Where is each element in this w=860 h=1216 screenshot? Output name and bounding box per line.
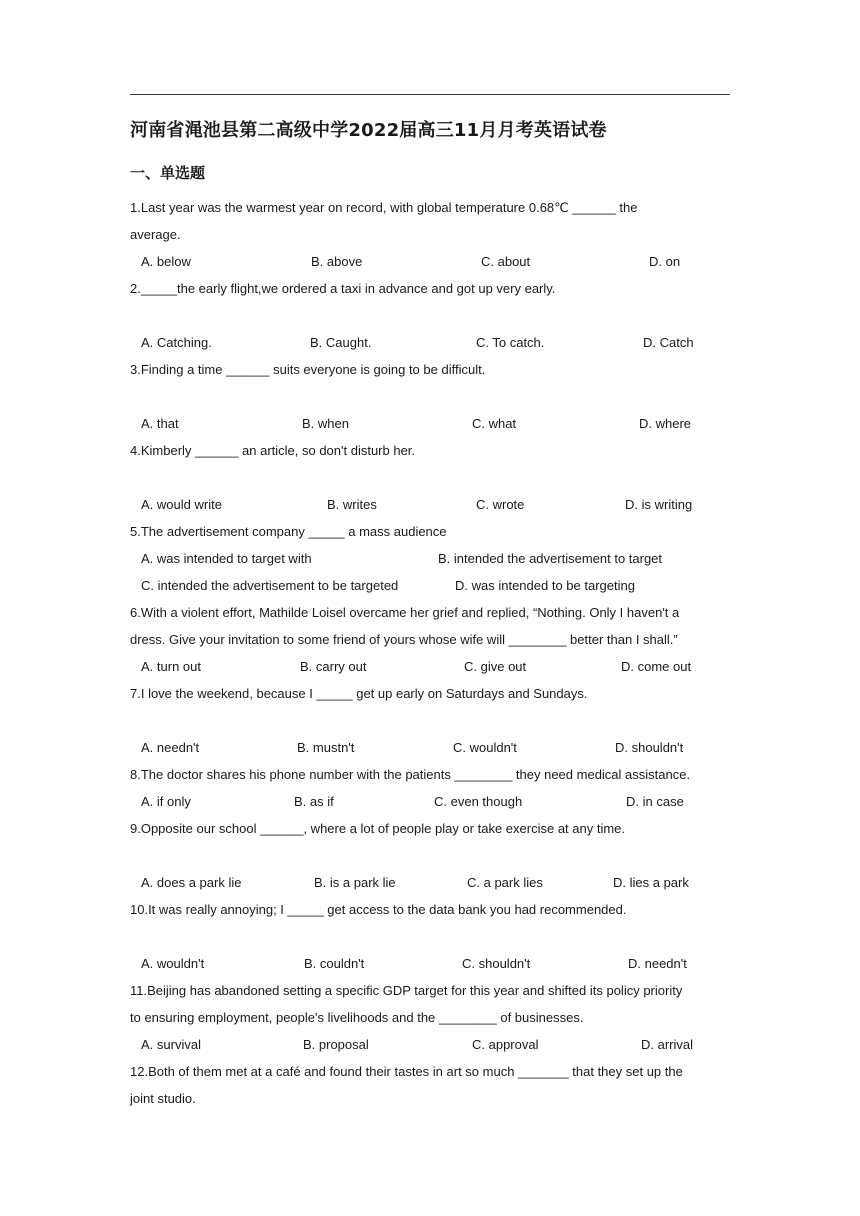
question-8-option-a: A. if only (141, 794, 191, 809)
question-11-option-b: B. proposal (303, 1037, 369, 1052)
question-4-option-b: B. writes (327, 497, 377, 512)
question-11-text-line-1: 11.Beijing has abandoned setting a specific GDP target for this year and shifted its policy priority (130, 983, 683, 998)
question-10-text: 10.It was really annoying; I _____ get access to the data bank you had recommended. (130, 902, 627, 917)
question-7-text: 7.I love the weekend, because I _____ get up early on Saturdays and Sundays. (130, 686, 588, 701)
question-8-option-d: D. in case (626, 794, 684, 809)
question-10-option-d: D. needn't (628, 956, 687, 971)
question-11-option-a: A. survival (141, 1037, 201, 1052)
question-1-text-line-2: average. (130, 227, 181, 242)
question-11-option-d: D. arrival (641, 1037, 694, 1052)
question-1-option-c: C. about (481, 254, 531, 269)
question-9-option-b: B. is a park lie (314, 875, 396, 890)
question-8-option-b: B. as if (294, 794, 334, 809)
question-6-option-b: B. carry out (300, 659, 367, 674)
question-2-option-c: C. To catch. (476, 335, 545, 350)
question-7-option-c: C. wouldn't (453, 740, 517, 755)
question-3-text: 3.Finding a time ______ suits everyone is going to be difficult. (130, 362, 486, 377)
question-7-option-a: A. needn't (141, 740, 200, 755)
question-6-text-line-1: 6.With a violent effort, Mathilde Loisel overcame her grief and replied, “Nothing. Only I haven't a (130, 605, 680, 620)
question-4-option-a: A. would write (141, 497, 222, 512)
question-10-option-c: C. shouldn't (462, 956, 531, 971)
header-rule (130, 94, 730, 95)
question-8-text: 8.The doctor shares his phone number with the patients ________ they need medical assistance. (130, 767, 691, 782)
question-3-option-b: B. when (302, 416, 349, 431)
question-10-option-b: B. couldn't (304, 956, 365, 971)
question-10-option-a: A. wouldn't (141, 956, 205, 971)
question-1-text-line-1: 1.Last year was the warmest year on record, with global temperature 0.68℃ ______ the (130, 200, 638, 215)
question-5-option-d: D. was intended to be targeting (455, 578, 635, 593)
question-5-option-b: B. intended the advertisement to target (438, 551, 663, 566)
question-7-option-b: B. mustn't (297, 740, 355, 755)
question-4-option-d: D. is writing (625, 497, 693, 512)
question-9-text: 9.Opposite our school ______, where a lot of people play or take exercise at any time. (130, 821, 626, 836)
question-5-option-a: A. was intended to target with (141, 551, 312, 566)
question-2-option-a: A. Catching. (141, 335, 212, 350)
question-5-option-c: C. intended the advertisement to be targeted (141, 578, 399, 593)
question-2-option-d: D. Catch (643, 335, 694, 350)
question-6-option-a: A. turn out (141, 659, 201, 674)
question-6-option-c: C. give out (464, 659, 527, 674)
question-7-option-d: D. shouldn't (615, 740, 684, 755)
question-6-option-d: D. come out (621, 659, 692, 674)
question-3-option-d: D. where (639, 416, 692, 431)
question-9-option-c: C. a park lies (467, 875, 543, 890)
question-12-text-line-1: 12.Both of them met at a café and found their tastes in art so much _______ that they set up the (130, 1064, 683, 1079)
question-1-option-a: A. below (141, 254, 191, 269)
question-6-text-line-2: dress. Give your invitation to some friend of yours whose wife will ________ better than I shall.” (130, 632, 678, 647)
question-11-option-c: C. approval (472, 1037, 539, 1052)
question-5-text: 5.The advertisement company _____ a mass audience (130, 524, 447, 539)
question-12-text-line-2: joint studio. (130, 1091, 196, 1106)
section-heading: 一、单选题 (130, 164, 206, 182)
question-9-option-d: D. lies a park (613, 875, 689, 890)
question-4-option-c: C. wrote (476, 497, 525, 512)
question-3-option-c: C. what (472, 416, 517, 431)
question-2-option-b: B. Caught. (310, 335, 372, 350)
question-9-option-a: A. does a park lie (141, 875, 242, 890)
question-1-option-d: D. on (649, 254, 681, 269)
question-4-text: 4.Kimberly ______ an article, so don't disturb her. (130, 443, 416, 458)
question-8-option-c: C. even though (434, 794, 523, 809)
question-11-text-line-2: to ensuring employment, people's livelihoods and the ________ of businesses. (130, 1010, 584, 1025)
page-title: 河南省渑池县第二高级中学2022届高三11月月考英语试卷 (130, 120, 607, 141)
question-1-option-b: B. above (311, 254, 363, 269)
question-2-text: 2._____the early flight,we ordered a taxi in advance and got up very early. (130, 281, 556, 296)
question-3-option-a: A. that (141, 416, 179, 431)
